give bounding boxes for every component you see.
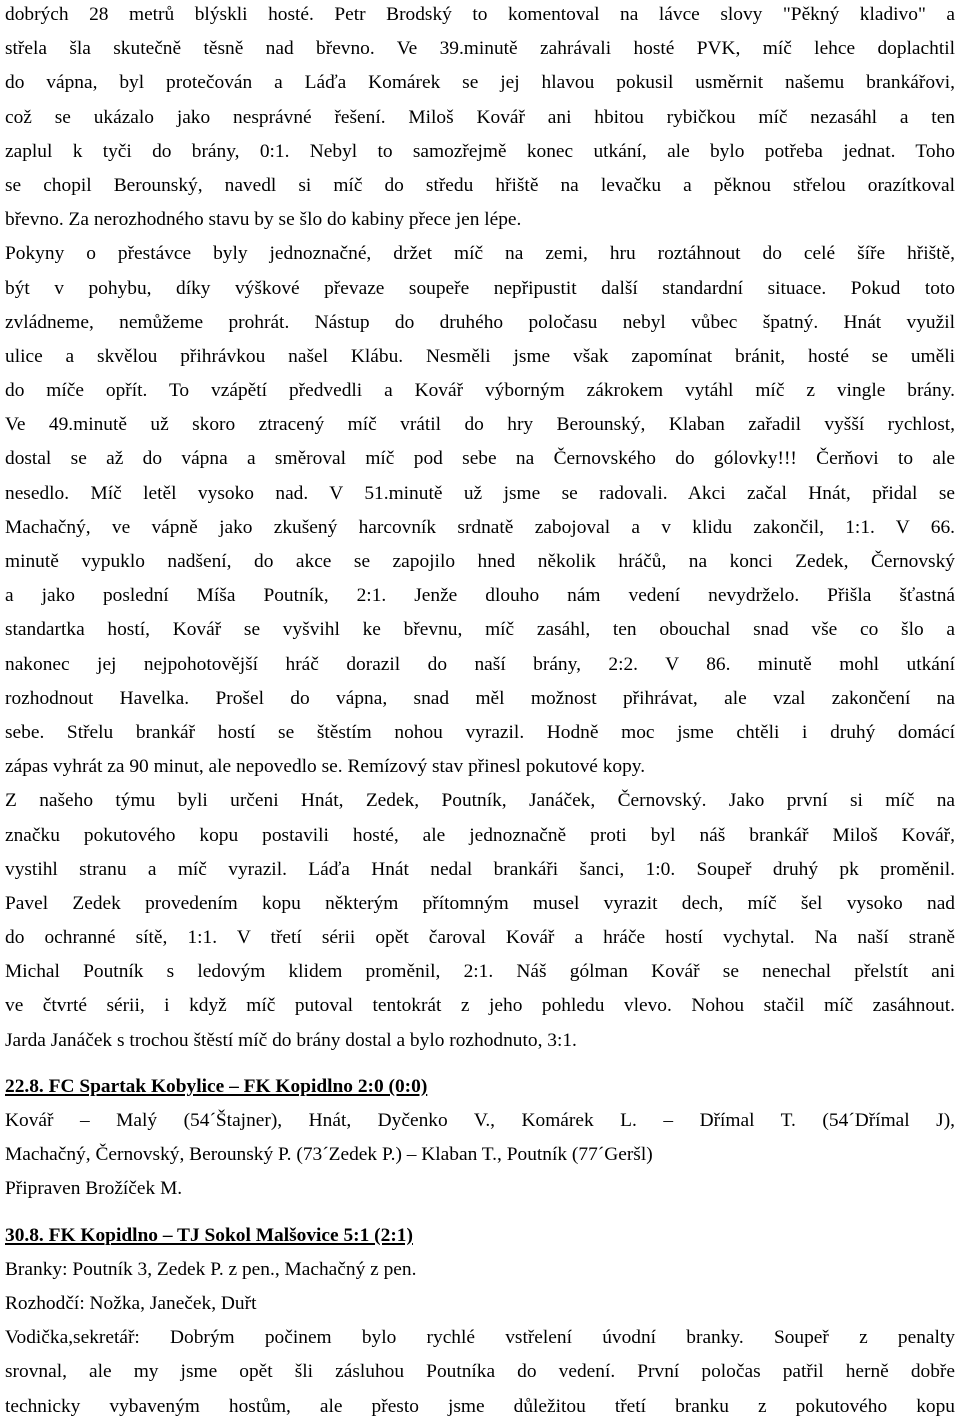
text-line: Z našeho týmu byli určeni Hnát, Zedek, Poutník, Janáček, Černovský. Jako první si míč na [5, 790, 955, 812]
text-line: a jako poslední Míša Poutník, 2:1. Jenže dlouho nám vedení nevydrželo. Přišla šťastná [5, 585, 955, 607]
referees-line: Rozhodčí: Nožka, Janeček, Duřt [5, 1292, 257, 1314]
text-line: což se ukázalo jako nesprávné řešení. Miloš Kovář ani hbitou rybičkou míč nezasáhl a ten [5, 106, 955, 128]
match-2-heading: 30.8. FK Kopidlno – TJ Sokol Malšovice 5:1 (2:1) [5, 1224, 413, 1246]
section-spacer [5, 1058, 955, 1070]
text-line: do vápna, byl protečován a Láďa Komárek se jej hlavou pokusil usměrnit našemu brankářovi, [5, 72, 955, 94]
text-line: zvládneme, nemůžeme prohrát. Nástup do druhého poločasu nebyl vůbec špatný. Hnát využil [5, 311, 955, 333]
text-line: břevno. Za nerozhodného stavu by se šlo do kabiny přece jen lépe. [5, 209, 522, 231]
text-line: technicky vybaveným hostům, ale přesto jsme důležitou třetí branku z pokutového kopu [5, 1395, 955, 1417]
text-line: Michal Poutník s ledovým klidem proměnil, 2:1. Náš gólman Kovář se nenechal přelstít ani [5, 961, 955, 983]
text-line: se chopil Berounský, navedl si míč do středu hřiště na levačku a pěknou střelou orazítkoval [5, 174, 955, 196]
match-2-section [5, 1219, 955, 1424]
goal-scorers-line: Branky: Poutník 3, Zedek P. z pen., Machačný z pen. [5, 1258, 417, 1280]
lineup-line: Kovář – Malý (54´Štajner), Hnát, Dyčenko V., Komárek L. – Dřímal T. (54´Dřímal J), [5, 1110, 955, 1131]
text-line: nesedlo. Míč letěl vysoko nad. V 51.minutě už jsme se radovali. Akci začal Hnát, přidal se [5, 482, 955, 504]
text-line: být v pohybu, díky výškové převaze soupeře nepřipustit další standardní situace. Pokud toto [5, 277, 955, 299]
text-line: Pavel Zedek provedením kopu některým přítomným musel vyrazit dech, míč šel vysoko nad [5, 892, 955, 914]
text-line: do míče opřít. To vzápětí předvedli a Kovář výborným zákrokem vytáhl míč z vingle brány. [5, 380, 955, 402]
match-report-paragraph-1 [5, 0, 955, 237]
text-line: ve čtvrté sérii, i když míč putoval tentokrát z jeho pohledu vlevo. Nohou stačil míč zasáhnout. [5, 995, 955, 1017]
text-line: sebe. Střelu brankář hostí se štěstím nohou vyrazil. Hodně moc jsme chtěli i druhý domácí [5, 721, 955, 743]
text-line: Ve 49.minutě už skoro ztracený míč vrátil do hry Berounský, Klaban zařadil vyšší rychlost, [5, 414, 955, 436]
text-line: vystihl stranu a míč vyrazil. Láďa Hnát nedal brankáři šanci, 1:0. Soupeř druhý pk proměnil. [5, 858, 955, 880]
section-spacer [5, 1207, 955, 1219]
match-1-section [5, 1070, 955, 1207]
text-line: zaplul k tyči do brány, 0:1. Nebyl to samozřejmě konec utkání, ale bylo potřeba jednat. Toho [5, 140, 955, 162]
text-line: Machačný, ve vápně jako zkušený harcovník srdnatě zabojoval a v klidu zakončil, 1:1. V 66. [5, 516, 955, 538]
text-line: ulice a skvělou přihrávkou našel Klábu. Nesměli jsme však zapomínat bránit, hosté se uměli [5, 345, 955, 367]
text-line: rozhodnout Havelka. Prošel do vápna, snad měl možnost přihrávat, ale vzal zakončení na [5, 687, 955, 709]
lineup-line: Připraven Brožíček M. [5, 1178, 183, 1200]
text-line: zápas vyhrát za 90 minut, ale nepovedlo se. Remízový stav přinesl pokutové kopy. [5, 756, 646, 778]
text-line: nakonec jej nejpohotovější hráč dorazil do naší brány, 2:2. V 86. minutě mohl utkání [5, 653, 955, 675]
text-line: do ochranné sítě, 1:1. V třetí sérii opět čaroval Kovář a hráče hostí vychytal. Na naší straně [5, 927, 955, 949]
text-line: Jarda Janáček s trochou štěstí míč do brány dostal a bylo rozhodnuto, 3:1. [5, 1029, 577, 1051]
text-line: dostal se až do vápna a směroval míč pod sebe na Černovského do gólovky!!! Čerňovi to ale [5, 448, 955, 470]
text-line: značku pokutového kopu postavili hosté, ale jednoznačně proti byl náš brankář Miloš Kovář, [5, 824, 955, 846]
match-report-paragraph-2 [5, 237, 955, 784]
match-report-paragraph-3 [5, 784, 955, 1058]
document-page [5, 0, 955, 1424]
lineup-line: Machačný, Černovský, Berounský P. (73´Zedek P.) – Klaban T., Poutník (77´Geršl) [5, 1144, 653, 1166]
text-line: standartka hostí, Kovář se vyšvihl ke břevnu, míč zasáhl, ten obouchal snad vše co šlo a [5, 619, 955, 641]
text-line: srovnal, ale my jsme opět šli zásluhou Poutníka do vedení. První poločas patřil herně dobře [5, 1361, 955, 1383]
text-line: Pokyny o přestávce byly jednoznačné, držet míč na zemi, hru roztáhnout do celé šíře hřiště, [5, 243, 955, 265]
match-1-heading: 22.8. FC Spartak Kobylice – FK Kopidlno 2:0 (0:0) [5, 1075, 428, 1097]
text-line: minutě vypuklo nadšení, do akce se zapojilo hned několik hráčů, na konci Zedek, Černovský [5, 551, 955, 572]
text-line: dobrých 28 metrů blýskli hosté. Petr Brodský to komentoval na lávce slovy "Pěkný kladivo" a [5, 4, 955, 25]
text-line: Vodička,sekretář: Dobrým počinem bylo rychlé vstřelení úvodní branky. Soupeř z penalty [5, 1327, 955, 1349]
text-line: střela šla skutečně těsně nad břevno. Ve 39.minutě zahrávali hosté PVK, míč lehce doplachtil [5, 38, 955, 60]
